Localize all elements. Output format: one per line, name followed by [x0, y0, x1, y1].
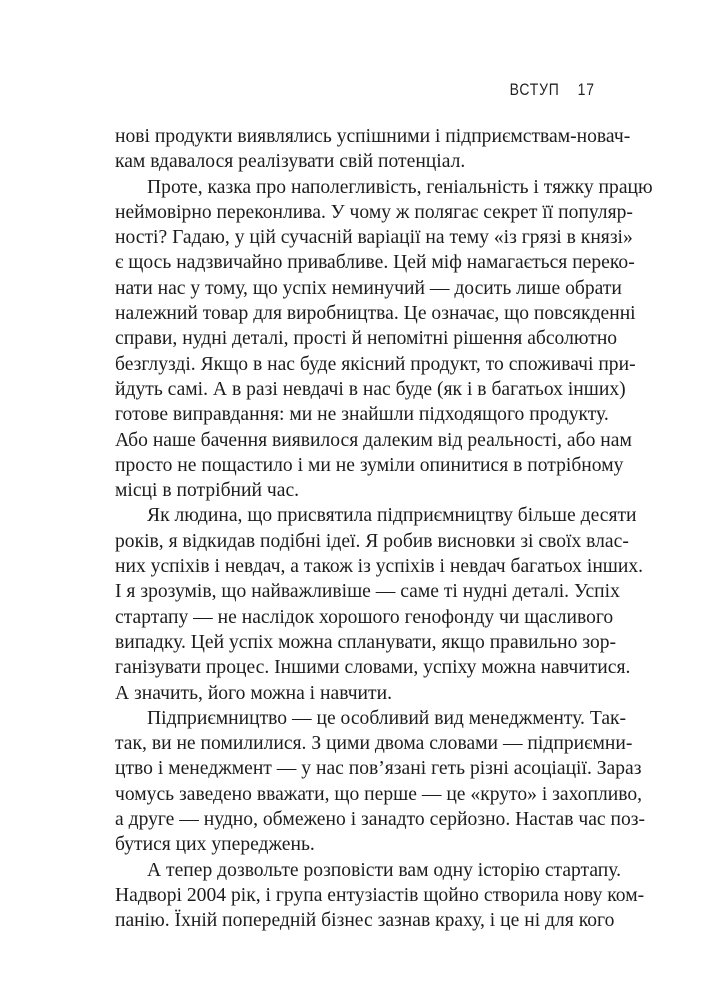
text-line: чомусь заведено вважати, що перше — це «круто» і захопливо,: [115, 783, 643, 805]
text-line: Проте, казка про наполегливість, геніальність і тяжку працю: [147, 176, 653, 198]
text-line: кам вдавалося реалізувати свій потенціал.: [115, 151, 466, 173]
text-line: стартапу — не наслідок хорошого генофонду чи щасливого: [115, 606, 614, 628]
text-line: готове виправдання: ми не знайшли підходящого продукту.: [115, 404, 609, 426]
paragraph: [115, 175, 653, 504]
text-line: І я зрозумів, що найважливіше — саме ті нудні деталі. Успіх: [115, 581, 620, 603]
text-line: неймовірно переконлива. У чому ж полягає секрет її популяр-: [115, 201, 633, 223]
text-line: просто не пощастило і ми не зуміли опинитися в потрібному: [115, 454, 624, 476]
text-line: нати нас у тому, що успіх неминучий — досить лише обрати: [115, 277, 622, 299]
text-line: безглузді. Якщо в нас буде якісний продукт, то споживачі при-: [115, 353, 636, 375]
text-line: Підприємництво — це особливий вид менеджменту. Так-: [147, 707, 627, 729]
paragraph: [115, 124, 631, 175]
text-line: належний товар для виробництва. Це означає, що повсякденні: [115, 303, 636, 325]
page-number: 17: [577, 80, 595, 99]
text-line: нові продукти виявлялись успішними і підприємствам-новач-: [115, 126, 631, 147]
text-line: А значить, його можна і навчити.: [115, 682, 392, 704]
text-line: панію. Їхній попередній бізнес зазнав краху, і це ні для кого: [115, 910, 615, 932]
text-line: ганізувати процес. Іншими словами, успіху можна навчитися.: [115, 657, 631, 679]
text-line: них успіхів і невдач, а також із успіхів і невдач багатьох інших.: [115, 556, 644, 578]
text-line: місці в потрібний час.: [115, 480, 300, 502]
text-line: бутися цих упереджень.: [115, 834, 315, 856]
text-line: випадку. Цей успіх можна спланувати, якщо правильно зор-: [115, 631, 617, 653]
text-line: Як людина, що присвятила підприємництву більше десяти: [147, 505, 637, 527]
paragraph: [115, 503, 644, 705]
text-line: років, я відкидав подібні ідеї. Я робив висновки зі своїх влас-: [115, 530, 629, 552]
text-line: ності? Гадаю, у цій сучасній варіації на тему «із грязі в князі»: [115, 227, 633, 249]
text-line: Або наше бачення виявилося далеким від реальності, або нам: [115, 429, 632, 451]
section-title: ВСТУП: [509, 80, 560, 99]
text-line: цтво і менеджмент — у нас пов’язані геть різні асоціації. Зараз: [115, 758, 642, 780]
text-line: А тепер дозвольте розповісти вам одну історію стартапу.: [147, 859, 622, 881]
text-line: є щось надзвичайно привабливе. Цей міф намагається переко-: [115, 252, 635, 274]
running-head: [510, 80, 595, 100]
text-line: Надворі 2004 рік, і група ентузіастів щойно створила нову ком-: [115, 884, 645, 906]
body-text: [115, 124, 653, 934]
text-line: справи, нудні деталі, прості й непомітні рішення абсолютно: [115, 328, 618, 350]
text-line: йдуть самі. А в разі невдачі в нас буде (як і в багатьох інших): [115, 378, 626, 400]
paragraph: [115, 858, 645, 934]
text-line: а друге — нудно, обмежено і занадто серйозно. Настав час поз-: [115, 809, 646, 831]
text-line: так, ви не помилилися. З цими двома словами — підприємни-: [115, 733, 633, 755]
paragraph: [115, 706, 646, 858]
